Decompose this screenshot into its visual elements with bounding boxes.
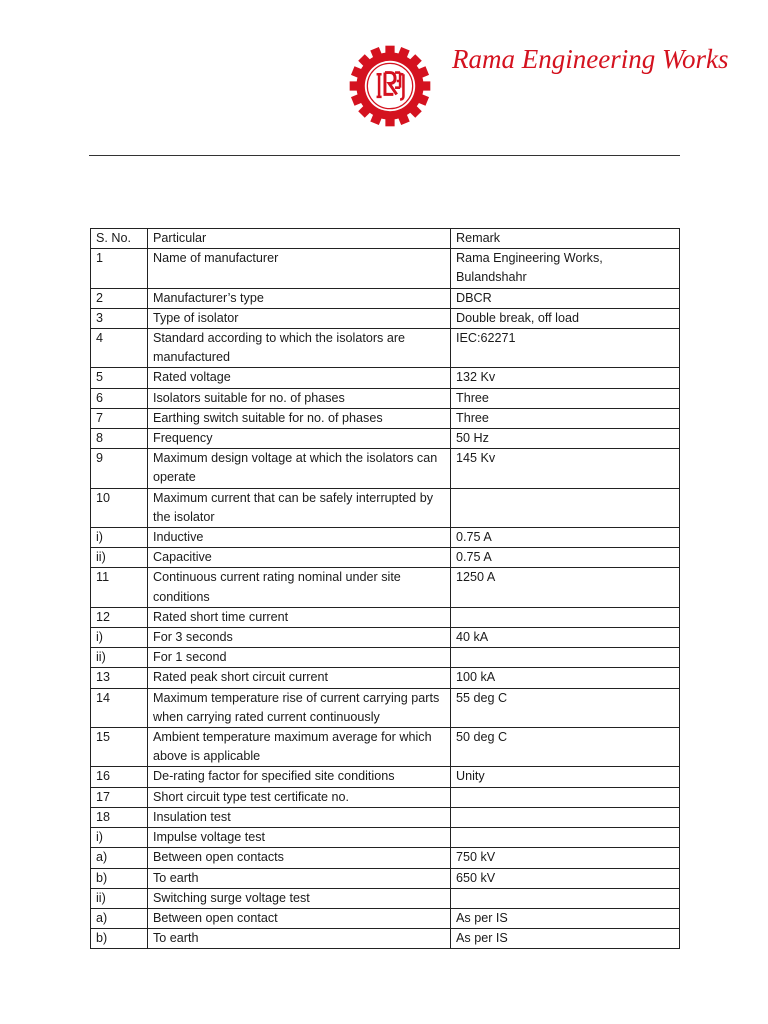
cell-remark: 40 kA xyxy=(451,628,680,648)
cell-remark: 0.75 A xyxy=(451,528,680,548)
cell-particular: To earth xyxy=(148,929,451,949)
cell-particular: Rated peak short circuit current xyxy=(148,668,451,688)
header-divider xyxy=(89,155,680,156)
cell-sno: 3 xyxy=(91,308,148,328)
table-row xyxy=(91,787,680,807)
cell-sno: i) xyxy=(91,528,148,548)
cell-remark: 650 kV xyxy=(451,868,680,888)
cell-remark xyxy=(451,607,680,627)
table-row xyxy=(91,568,680,607)
cell-particular: Ambient temperature maximum average for which above is applicable xyxy=(148,728,451,767)
cell-remark xyxy=(451,888,680,908)
cell-sno: b) xyxy=(91,929,148,949)
cell-particular: Maximum current that can be safely interrupted by the isolator xyxy=(148,488,451,527)
cell-particular: De-rating factor for specified site conditions xyxy=(148,767,451,787)
table-row xyxy=(91,488,680,527)
cell-sno: 11 xyxy=(91,568,148,607)
column-header-remark: Remark xyxy=(451,229,680,249)
cell-sno: 4 xyxy=(91,329,148,368)
cell-sno: 7 xyxy=(91,408,148,428)
cell-particular: Switching surge voltage test xyxy=(148,888,451,908)
cell-particular: For 1 second xyxy=(148,648,451,668)
table-header xyxy=(91,229,680,249)
cell-particular: Earthing switch suitable for no. of phases xyxy=(148,408,451,428)
cell-remark: 750 kV xyxy=(451,848,680,868)
cell-remark: Three xyxy=(451,408,680,428)
cell-sno: 5 xyxy=(91,368,148,388)
cell-particular: Maximum design voltage at which the isolators can operate xyxy=(148,449,451,488)
cell-remark: IEC:62271 xyxy=(451,329,680,368)
cell-particular: Impulse voltage test xyxy=(148,828,451,848)
cell-sno: i) xyxy=(91,628,148,648)
cell-particular: Isolators suitable for no. of phases xyxy=(148,388,451,408)
column-header-particular: Particular xyxy=(148,229,451,249)
table-row xyxy=(91,688,680,727)
cell-particular: Between open contacts xyxy=(148,848,451,868)
cell-sno: 9 xyxy=(91,449,148,488)
company-logo xyxy=(348,44,432,128)
cell-sno: 16 xyxy=(91,767,148,787)
table-row xyxy=(91,249,680,288)
table-row xyxy=(91,868,680,888)
cell-sno: ii) xyxy=(91,648,148,668)
table-body xyxy=(91,249,680,949)
table-row xyxy=(91,449,680,488)
table-row xyxy=(91,767,680,787)
cell-sno: 12 xyxy=(91,607,148,627)
cell-remark: 50 Hz xyxy=(451,429,680,449)
cell-particular: Short circuit type test certificate no. xyxy=(148,787,451,807)
cell-particular: To earth xyxy=(148,868,451,888)
cell-remark xyxy=(451,828,680,848)
cell-sno: ii) xyxy=(91,548,148,568)
table-row xyxy=(91,388,680,408)
cell-sno: b) xyxy=(91,868,148,888)
table-row xyxy=(91,548,680,568)
cell-sno: 18 xyxy=(91,807,148,827)
table-row xyxy=(91,408,680,428)
table-row xyxy=(91,807,680,827)
cell-remark: Double break, off load xyxy=(451,308,680,328)
cell-sno: 2 xyxy=(91,288,148,308)
table-row xyxy=(91,429,680,449)
cell-remark: 1250 A xyxy=(451,568,680,607)
cell-remark: 145 Kv xyxy=(451,449,680,488)
table-row xyxy=(91,648,680,668)
cell-sno: a) xyxy=(91,848,148,868)
cell-particular: Rated voltage xyxy=(148,368,451,388)
cell-particular: Inductive xyxy=(148,528,451,548)
cell-remark: As per IS xyxy=(451,908,680,928)
cell-sno: 8 xyxy=(91,429,148,449)
cell-remark: Three xyxy=(451,388,680,408)
cell-remark: 132 Kv xyxy=(451,368,680,388)
cell-particular: Standard according to which the isolators are manufactured xyxy=(148,329,451,368)
table-row xyxy=(91,929,680,949)
cell-sno: ii) xyxy=(91,888,148,908)
cell-sno: a) xyxy=(91,908,148,928)
table-row xyxy=(91,329,680,368)
cell-sno: 13 xyxy=(91,668,148,688)
table-row xyxy=(91,308,680,328)
table-row xyxy=(91,908,680,928)
cell-sno: 17 xyxy=(91,787,148,807)
cell-particular: Name of manufacturer xyxy=(148,249,451,288)
cell-particular: Capacitive xyxy=(148,548,451,568)
cell-particular: For 3 seconds xyxy=(148,628,451,648)
cell-sno: 14 xyxy=(91,688,148,727)
table-row xyxy=(91,368,680,388)
table-row xyxy=(91,828,680,848)
cell-remark: As per IS xyxy=(451,929,680,949)
cell-sno: 10 xyxy=(91,488,148,527)
cell-particular: Insulation test xyxy=(148,807,451,827)
cell-remark xyxy=(451,807,680,827)
cell-particular: Between open contact xyxy=(148,908,451,928)
cell-sno: 6 xyxy=(91,388,148,408)
table-row xyxy=(91,728,680,767)
cell-particular: Type of isolator xyxy=(148,308,451,328)
cell-remark: Unity xyxy=(451,767,680,787)
cell-remark: 55 deg C xyxy=(451,688,680,727)
cell-particular: Maximum temperature rise of current carrying parts when carrying rated current continuously xyxy=(148,688,451,727)
cell-remark xyxy=(451,488,680,527)
cell-sno: 1 xyxy=(91,249,148,288)
table-row xyxy=(91,628,680,648)
cell-particular: Frequency xyxy=(148,429,451,449)
cell-remark: 0.75 A xyxy=(451,548,680,568)
cell-remark: 50 deg C xyxy=(451,728,680,767)
table-row xyxy=(91,528,680,548)
cell-remark: 100 kA xyxy=(451,668,680,688)
cell-remark: Rama Engineering Works, Bulandshahr xyxy=(451,249,680,288)
cell-particular: Rated short time current xyxy=(148,607,451,627)
table-row xyxy=(91,607,680,627)
table-row xyxy=(91,888,680,908)
table-row xyxy=(91,668,680,688)
specification-table xyxy=(90,228,680,949)
cell-remark: DBCR xyxy=(451,288,680,308)
company-name: Rama Engineering Works xyxy=(452,44,729,74)
cell-particular: Continuous current rating nominal under site conditions xyxy=(148,568,451,607)
table-row xyxy=(91,848,680,868)
cell-remark xyxy=(451,648,680,668)
cell-sno: 15 xyxy=(91,728,148,767)
cell-particular: Manufacturer’s type xyxy=(148,288,451,308)
table-header-row xyxy=(91,229,680,249)
cell-remark xyxy=(451,787,680,807)
column-header-sno: S. No. xyxy=(91,229,148,249)
table-row xyxy=(91,288,680,308)
cell-sno: i) xyxy=(91,828,148,848)
